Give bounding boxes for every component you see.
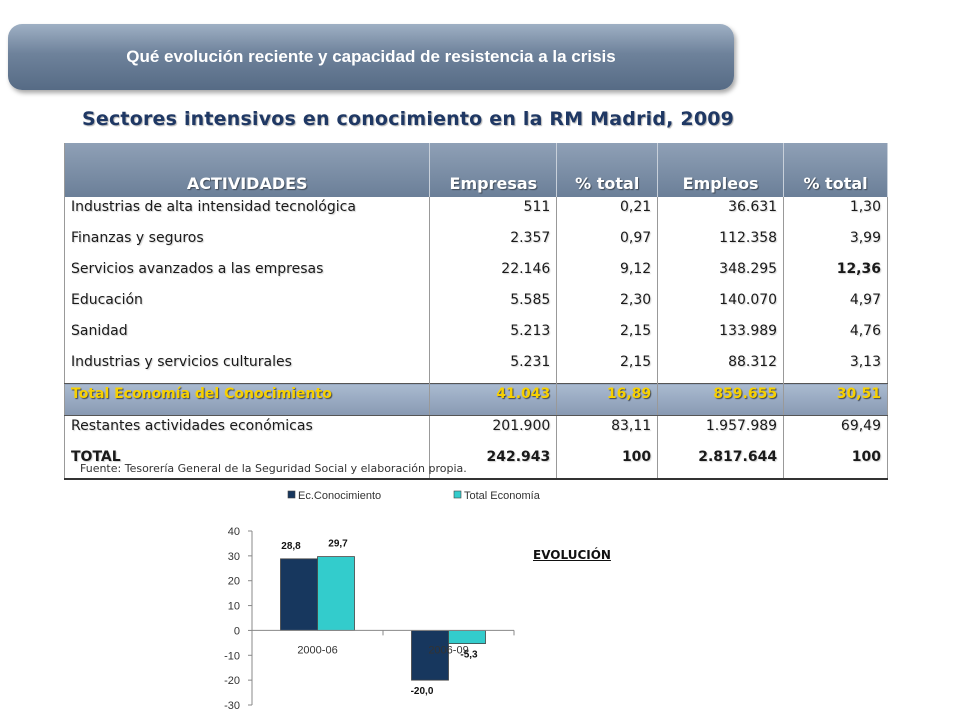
cell-empresas: 5.585 — [430, 290, 557, 321]
cell-empresas: 22.146 — [430, 259, 557, 290]
table-row — [65, 290, 888, 321]
cell-pct-empresas: 0,97 — [557, 228, 658, 259]
header-title: Qué evolución reciente y capacidad de resistencia a la crisis — [126, 47, 616, 66]
row-label: Finanzas y seguros — [71, 230, 204, 246]
table-row — [65, 228, 888, 259]
table-row — [65, 321, 888, 352]
row-label: Total Economía del Conocimiento — [65, 384, 430, 416]
data-label: 29,7 — [328, 538, 348, 550]
source-note: Fuente: Tesorería General de la Seguridad Social y elaboración propia. — [80, 462, 467, 475]
row-label: Educación — [71, 292, 143, 308]
y-tick-label: 0 — [233, 625, 240, 638]
cell-empresas: 242.943 — [430, 447, 557, 479]
cell-pct-empleos: 3,99 — [784, 228, 888, 259]
col-header-pct-empleos: % total — [784, 143, 888, 197]
table-row — [65, 197, 888, 228]
row-label: Industrias y servicios culturales — [71, 354, 292, 370]
cell-pct-empleos: 30,51 — [784, 384, 888, 416]
table-row — [65, 352, 888, 384]
sectors-table — [64, 143, 888, 480]
y-tick-label: -10 — [224, 650, 240, 663]
row-label: Servicios avanzados a las empresas — [71, 261, 324, 277]
chart-svg — [200, 482, 676, 720]
cell-pct-empleos: 3,13 — [784, 352, 888, 384]
table-header-row — [65, 143, 888, 197]
row-label: Sanidad — [71, 323, 128, 339]
col-header-empresas: Empresas — [430, 143, 557, 197]
table-row — [65, 259, 888, 290]
y-tick-label: -20 — [224, 675, 240, 688]
cell-pct-empleos: 69,49 — [784, 416, 888, 448]
cell-empleos: 1.957.989 — [658, 416, 784, 448]
row-label: Industrias de alta intensidad tecnológica — [71, 199, 356, 215]
y-tick-label: 40 — [227, 526, 240, 538]
cell-pct-empleos: 4,76 — [784, 321, 888, 352]
legend-label: Total Economía — [464, 490, 540, 502]
data-label: -20,0 — [410, 686, 434, 698]
cell-pct-empleos: 4,97 — [784, 290, 888, 321]
data-label: 28,8 — [281, 540, 301, 552]
row-label: TOTAL — [65, 447, 430, 479]
row-label: Restantes actividades económicas — [71, 418, 313, 434]
chart-label: EVOLUCIÓN — [533, 548, 611, 562]
cell-empresas: 5.213 — [430, 321, 557, 352]
total-knowledge-row — [65, 384, 888, 416]
cell-empleos: 88.312 — [658, 352, 784, 384]
cell-empleos: 112.358 — [658, 228, 784, 259]
col-header-empleos: Empleos — [658, 143, 784, 197]
cell-empresas: 511 — [430, 197, 557, 228]
cell-pct-empleos: 12,36 — [784, 259, 888, 290]
bar-total-econom-a — [318, 557, 355, 631]
cell-pct-empresas: 100 — [557, 447, 658, 479]
evolution-chart — [200, 482, 676, 720]
cell-empresas: 201.900 — [430, 416, 557, 448]
y-tick-label: 30 — [227, 550, 240, 563]
x-tick-label: 2006-09 — [428, 644, 469, 657]
cell-empresas: 41.043 — [430, 384, 557, 416]
cell-empleos: 2.817.644 — [658, 447, 784, 479]
col-header-actividades: ACTIVIDADES — [65, 143, 430, 197]
x-tick-label: 2000-06 — [297, 644, 338, 657]
cell-empleos: 348.295 — [658, 259, 784, 290]
page-title: Sectores intensivos en conocimiento en la RM Madrid, 2009 — [82, 108, 735, 130]
legend-swatch — [288, 491, 295, 498]
cell-empresas: 2.357 — [430, 228, 557, 259]
cell-pct-empresas: 0,21 — [557, 197, 658, 228]
cell-empleos: 859.655 — [658, 384, 784, 416]
cell-empleos: 36.631 — [658, 197, 784, 228]
cell-pct-empresas: 2,15 — [557, 321, 658, 352]
rest-row — [65, 416, 888, 448]
bar-ec-conocimiento — [281, 559, 318, 631]
cell-pct-empleos: 1,30 — [784, 197, 888, 228]
y-tick-label: 20 — [227, 575, 240, 588]
cell-pct-empresas: 2,30 — [557, 290, 658, 321]
legend-swatch — [454, 491, 461, 498]
cell-empresas: 5.231 — [430, 352, 557, 384]
y-tick-label: -30 — [224, 700, 240, 712]
cell-pct-empresas: 16,89 — [557, 384, 658, 416]
cell-empleos: 133.989 — [658, 321, 784, 352]
cell-pct-empresas: 2,15 — [557, 352, 658, 384]
col-header-pct-empresas: % total — [557, 143, 658, 197]
legend-label: Ec.Conocimiento — [298, 490, 382, 502]
cell-pct-empleos: 100 — [784, 447, 888, 479]
y-tick-label: 10 — [227, 600, 240, 613]
bar-total-econom-a — [449, 630, 486, 643]
cell-empleos: 140.070 — [658, 290, 784, 321]
cell-pct-empresas: 83,11 — [557, 416, 658, 448]
header-banner — [8, 24, 734, 90]
data-label: -5,3 — [460, 649, 478, 661]
cell-pct-empresas: 9,12 — [557, 259, 658, 290]
